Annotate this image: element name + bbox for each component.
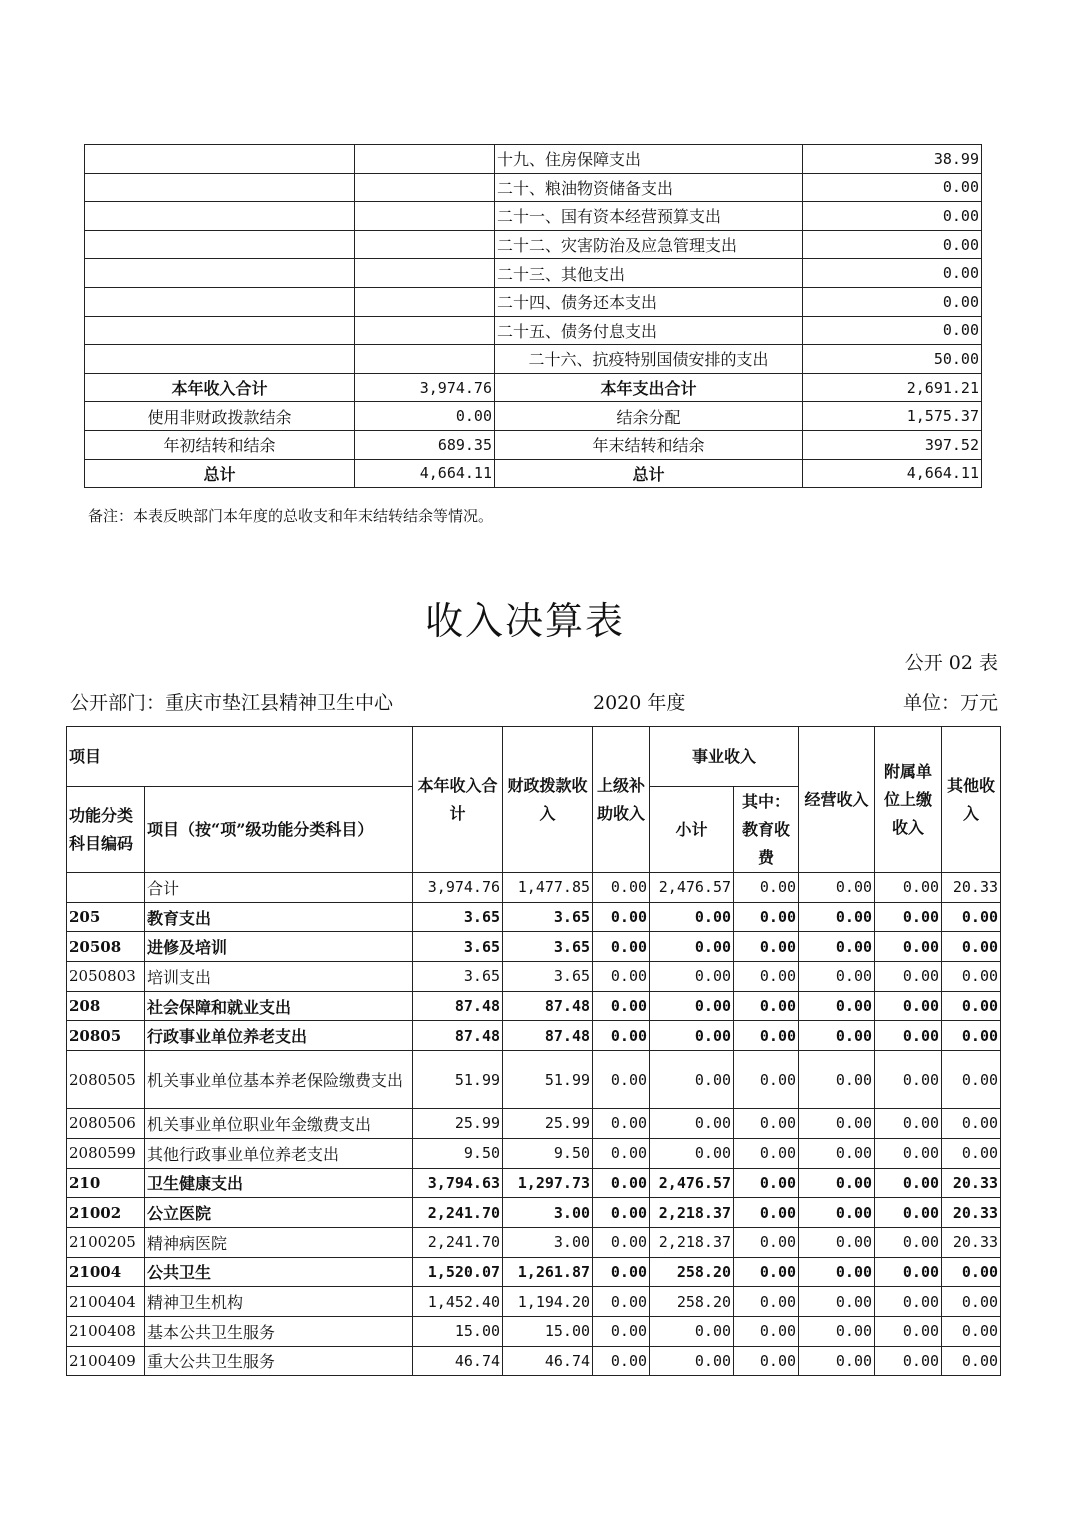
summary-row — [85, 345, 982, 374]
empty-cell — [355, 259, 495, 288]
row-value: 0.00 — [799, 962, 875, 992]
table-row — [67, 991, 1001, 1021]
header-project: 项目 — [67, 727, 413, 787]
empty-cell — [85, 287, 355, 316]
row-value: 1,477.85 — [503, 873, 593, 903]
expense-summary-value: 4,664.11 — [803, 459, 982, 488]
row-value: 0.00 — [799, 1021, 875, 1051]
empty-cell — [85, 316, 355, 345]
row-value: 0.00 — [875, 1021, 942, 1051]
row-code: 210 — [67, 1168, 145, 1198]
row-value: 3.65 — [413, 962, 503, 992]
row-name: 机关事业单位基本养老保险缴费支出 — [145, 1051, 413, 1109]
row-value: 0.00 — [942, 1109, 1001, 1139]
row-value: 0.00 — [799, 1051, 875, 1109]
row-value: 0.00 — [650, 1051, 734, 1109]
row-value: 0.00 — [734, 1051, 799, 1109]
summary-row — [85, 230, 982, 259]
header-operating: 经营收入 — [799, 727, 875, 873]
row-value: 2,241.70 — [413, 1227, 503, 1257]
row-value: 0.00 — [875, 1227, 942, 1257]
summary-row — [85, 145, 982, 174]
row-value: 0.00 — [799, 1168, 875, 1198]
row-code: 2100404 — [67, 1287, 145, 1317]
row-value: 2,476.57 — [650, 1168, 734, 1198]
row-code: 20508 — [67, 932, 145, 962]
row-value: 25.99 — [413, 1109, 503, 1139]
expense-value: 0.00 — [803, 202, 982, 231]
row-value: 25.99 — [503, 1109, 593, 1139]
row-value: 46.74 — [503, 1346, 593, 1376]
expense-value: 0.00 — [803, 316, 982, 345]
row-value: 0.00 — [593, 1138, 650, 1168]
row-code: 2080506 — [67, 1109, 145, 1139]
income-summary-label: 年初结转和结余 — [85, 430, 355, 459]
row-value: 20.33 — [942, 1168, 1001, 1198]
row-value: 1,297.73 — [503, 1168, 593, 1198]
expense-value: 38.99 — [803, 145, 982, 174]
row-code: 2100409 — [67, 1346, 145, 1376]
row-value: 0.00 — [875, 1287, 942, 1317]
row-code: 2100205 — [67, 1227, 145, 1257]
row-value: 0.00 — [942, 1138, 1001, 1168]
row-value: 258.20 — [650, 1287, 734, 1317]
year-label: 2020 年度 — [593, 692, 686, 714]
row-value: 0.00 — [593, 873, 650, 903]
row-value: 2,218.37 — [650, 1198, 734, 1228]
income-table-body — [67, 873, 1001, 1376]
row-value: 0.00 — [593, 991, 650, 1021]
expense-value: 0.00 — [803, 173, 982, 202]
row-code — [67, 873, 145, 903]
income-summary-value: 0.00 — [355, 402, 495, 431]
row-code: 2100408 — [67, 1316, 145, 1346]
row-value: 0.00 — [799, 1138, 875, 1168]
empty-cell — [355, 345, 495, 374]
expense-summary-value: 1,575.37 — [803, 402, 982, 431]
row-name: 重大公共卫生服务 — [145, 1346, 413, 1376]
expense-label: 二十六、抗疫特别国债安排的支出 — [495, 345, 803, 374]
row-value: 20.33 — [942, 1198, 1001, 1228]
row-value: 0.00 — [593, 1227, 650, 1257]
table-row — [67, 962, 1001, 992]
row-value: 3.65 — [413, 902, 503, 932]
expense-value: 0.00 — [803, 230, 982, 259]
row-value: 0.00 — [593, 962, 650, 992]
row-value: 0.00 — [799, 873, 875, 903]
row-value: 1,194.20 — [503, 1287, 593, 1317]
empty-cell — [355, 173, 495, 202]
row-name: 合计 — [145, 873, 413, 903]
row-value: 0.00 — [799, 1227, 875, 1257]
row-value: 0.00 — [799, 902, 875, 932]
row-value: 15.00 — [413, 1316, 503, 1346]
summary-row — [85, 259, 982, 288]
row-value: 1,452.40 — [413, 1287, 503, 1317]
row-value: 20.33 — [942, 873, 1001, 903]
row-value: 0.00 — [875, 1198, 942, 1228]
table-note: 备注：本表反映部门本年度的总收支和年末结转结余等情况。 — [88, 507, 494, 525]
income-summary-value: 3,974.76 — [355, 373, 495, 402]
row-value: 0.00 — [799, 991, 875, 1021]
row-value: 0.00 — [799, 1257, 875, 1287]
row-name: 培训支出 — [145, 962, 413, 992]
row-name: 精神卫生机构 — [145, 1287, 413, 1317]
table-row — [67, 1051, 1001, 1109]
row-value: 0.00 — [650, 902, 734, 932]
summary-row — [85, 373, 982, 402]
row-value: 0.00 — [799, 1287, 875, 1317]
row-name: 基本公共卫生服务 — [145, 1316, 413, 1346]
row-value: 0.00 — [942, 932, 1001, 962]
row-value: 87.48 — [503, 991, 593, 1021]
row-value: 0.00 — [942, 962, 1001, 992]
header-code: 功能分类科目编码 — [67, 787, 145, 873]
income-table-header — [67, 727, 1001, 873]
expense-label: 二十三、其他支出 — [495, 259, 803, 288]
row-value: 0.00 — [593, 1021, 650, 1051]
table-row — [67, 902, 1001, 932]
table-row — [67, 1316, 1001, 1346]
header-edu-fee: 其中：教育收费 — [734, 787, 799, 873]
row-value: 3,794.63 — [413, 1168, 503, 1198]
row-value: 0.00 — [650, 1021, 734, 1051]
summary-table — [84, 144, 982, 488]
income-table — [66, 726, 1001, 1376]
row-value: 0.00 — [593, 1109, 650, 1139]
row-value: 0.00 — [593, 1198, 650, 1228]
table-row — [67, 1346, 1001, 1376]
summary-row — [85, 173, 982, 202]
row-value: 0.00 — [734, 1227, 799, 1257]
row-code: 21002 — [67, 1198, 145, 1228]
row-value: 0.00 — [650, 962, 734, 992]
row-value: 0.00 — [875, 1257, 942, 1287]
row-name: 公共卫生 — [145, 1257, 413, 1287]
row-value: 46.74 — [413, 1346, 503, 1376]
header-superior: 上级补助收入 — [593, 727, 650, 873]
row-value: 0.00 — [799, 1198, 875, 1228]
row-name: 社会保障和就业支出 — [145, 991, 413, 1021]
row-value: 0.00 — [593, 1051, 650, 1109]
row-value: 87.48 — [413, 1021, 503, 1051]
row-value: 2,241.70 — [413, 1198, 503, 1228]
expense-summary-value: 397.52 — [803, 430, 982, 459]
row-value: 0.00 — [799, 1346, 875, 1376]
expense-label: 二十四、债务还本支出 — [495, 287, 803, 316]
expense-label: 二十一、国有资本经营预算支出 — [495, 202, 803, 231]
row-value: 0.00 — [593, 1168, 650, 1198]
row-value: 3.65 — [503, 932, 593, 962]
page-title: 收入决算表 — [424, 599, 625, 643]
row-value: 0.00 — [593, 1287, 650, 1317]
summary-table-body — [85, 145, 982, 488]
summary-row — [85, 459, 982, 488]
row-value: 51.99 — [503, 1051, 593, 1109]
row-value: 9.50 — [413, 1138, 503, 1168]
summary-row — [85, 430, 982, 459]
row-value: 0.00 — [942, 902, 1001, 932]
row-value: 0.00 — [875, 873, 942, 903]
row-value: 0.00 — [942, 1346, 1001, 1376]
row-code: 20805 — [67, 1021, 145, 1051]
row-value: 1,520.07 — [413, 1257, 503, 1287]
row-value: 3.65 — [503, 902, 593, 932]
row-value: 0.00 — [799, 1316, 875, 1346]
row-value: 3.00 — [503, 1227, 593, 1257]
row-value: 0.00 — [875, 1138, 942, 1168]
row-value: 51.99 — [413, 1051, 503, 1109]
table-row — [67, 1227, 1001, 1257]
row-value: 0.00 — [734, 932, 799, 962]
empty-cell — [355, 316, 495, 345]
row-value: 0.00 — [875, 902, 942, 932]
row-code: 208 — [67, 991, 145, 1021]
expense-label: 十九、住房保障支出 — [495, 145, 803, 174]
row-code: 2080599 — [67, 1138, 145, 1168]
row-value: 0.00 — [734, 1138, 799, 1168]
empty-cell — [355, 287, 495, 316]
row-value: 2,218.37 — [650, 1227, 734, 1257]
row-value: 0.00 — [650, 932, 734, 962]
income-summary-value: 689.35 — [355, 430, 495, 459]
header-other: 其他收入 — [942, 727, 1001, 873]
row-value: 0.00 — [650, 1138, 734, 1168]
row-code: 2080505 — [67, 1051, 145, 1109]
table-row — [67, 932, 1001, 962]
empty-cell — [85, 230, 355, 259]
income-summary-label: 使用非财政拨款结余 — [85, 402, 355, 431]
row-name: 教育支出 — [145, 902, 413, 932]
expense-label: 二十五、债务付息支出 — [495, 316, 803, 345]
row-value: 0.00 — [799, 1109, 875, 1139]
row-value: 0.00 — [942, 1316, 1001, 1346]
row-value: 0.00 — [942, 1287, 1001, 1317]
table-row — [67, 1168, 1001, 1198]
row-name: 行政事业单位养老支出 — [145, 1021, 413, 1051]
row-value: 0.00 — [593, 1346, 650, 1376]
row-value: 0.00 — [734, 902, 799, 932]
table-row — [67, 1287, 1001, 1317]
row-value: 1,261.87 — [503, 1257, 593, 1287]
table-row — [67, 873, 1001, 903]
row-value: 0.00 — [734, 962, 799, 992]
row-name: 其他行政事业单位养老支出 — [145, 1138, 413, 1168]
row-value: 258.20 — [650, 1257, 734, 1287]
row-value: 0.00 — [875, 1346, 942, 1376]
empty-cell — [355, 145, 495, 174]
row-value: 0.00 — [593, 1316, 650, 1346]
summary-row — [85, 202, 982, 231]
income-summary-label: 本年收入合计 — [85, 373, 355, 402]
row-value: 0.00 — [650, 991, 734, 1021]
row-name: 精神病医院 — [145, 1227, 413, 1257]
row-value: 3.65 — [413, 932, 503, 962]
header-name: 项目（按“项”级功能分类科目） — [145, 787, 413, 873]
table-number: 公开 02 表 — [904, 652, 998, 674]
row-value: 0.00 — [650, 1346, 734, 1376]
row-name: 机关事业单位职业年金缴费支出 — [145, 1109, 413, 1139]
row-value: 87.48 — [413, 991, 503, 1021]
row-value: 0.00 — [734, 1198, 799, 1228]
expense-value: 50.00 — [803, 345, 982, 374]
row-value: 0.00 — [799, 932, 875, 962]
row-code: 21004 — [67, 1257, 145, 1287]
expense-summary-label: 结余分配 — [495, 402, 803, 431]
empty-cell — [355, 202, 495, 231]
expense-label: 二十二、灾害防治及应急管理支出 — [495, 230, 803, 259]
expense-value: 0.00 — [803, 259, 982, 288]
row-code: 2050803 — [67, 962, 145, 992]
table-row — [67, 1198, 1001, 1228]
expense-summary-label: 总计 — [495, 459, 803, 488]
row-value: 2,476.57 — [650, 873, 734, 903]
row-name: 进修及培训 — [145, 932, 413, 962]
row-name: 公立医院 — [145, 1198, 413, 1228]
empty-cell — [85, 145, 355, 174]
row-value: 3,974.76 — [413, 873, 503, 903]
row-value: 0.00 — [875, 991, 942, 1021]
summary-row — [85, 316, 982, 345]
row-value: 0.00 — [734, 1109, 799, 1139]
expense-summary-label: 本年支出合计 — [495, 373, 803, 402]
row-value: 0.00 — [734, 1257, 799, 1287]
income-summary-value: 4,664.11 — [355, 459, 495, 488]
row-value: 0.00 — [942, 991, 1001, 1021]
row-value: 0.00 — [942, 1021, 1001, 1051]
row-value: 15.00 — [503, 1316, 593, 1346]
expense-value: 0.00 — [803, 287, 982, 316]
header-subtotal: 小计 — [650, 787, 734, 873]
row-value: 0.00 — [593, 1257, 650, 1287]
expense-label: 二十、粮油物资储备支出 — [495, 173, 803, 202]
expense-summary-label: 年末结转和结余 — [495, 430, 803, 459]
row-value: 0.00 — [734, 1168, 799, 1198]
header-affiliated: 附属单位上缴收入 — [875, 727, 942, 873]
table-row — [67, 1138, 1001, 1168]
row-value: 0.00 — [593, 932, 650, 962]
unit-label: 单位：万元 — [902, 692, 998, 714]
empty-cell — [355, 230, 495, 259]
summary-row — [85, 287, 982, 316]
row-value: 0.00 — [650, 1109, 734, 1139]
row-value: 3.65 — [503, 962, 593, 992]
row-name: 卫生健康支出 — [145, 1168, 413, 1198]
row-value: 0.00 — [875, 1051, 942, 1109]
row-value: 9.50 — [503, 1138, 593, 1168]
row-value: 0.00 — [875, 962, 942, 992]
row-value: 0.00 — [875, 932, 942, 962]
empty-cell — [85, 173, 355, 202]
row-value: 0.00 — [875, 1168, 942, 1198]
row-value: 3.00 — [503, 1198, 593, 1228]
income-summary-label: 总计 — [85, 459, 355, 488]
expense-summary-value: 2,691.21 — [803, 373, 982, 402]
row-value: 0.00 — [875, 1109, 942, 1139]
row-value: 0.00 — [734, 1287, 799, 1317]
row-value: 0.00 — [942, 1257, 1001, 1287]
department-label: 公开部门：重庆市垫江县精神卫生中心 — [70, 692, 394, 714]
row-value: 0.00 — [734, 1021, 799, 1051]
row-value: 0.00 — [650, 1316, 734, 1346]
row-value: 0.00 — [734, 873, 799, 903]
empty-cell — [85, 259, 355, 288]
row-value: 20.33 — [942, 1227, 1001, 1257]
table-row — [67, 1109, 1001, 1139]
table-row — [67, 1021, 1001, 1051]
table-row — [67, 1257, 1001, 1287]
header-total: 本年收入合计 — [413, 727, 503, 873]
row-value: 0.00 — [734, 991, 799, 1021]
row-code: 205 — [67, 902, 145, 932]
row-value: 0.00 — [942, 1051, 1001, 1109]
row-value: 0.00 — [734, 1316, 799, 1346]
empty-cell — [85, 202, 355, 231]
row-value: 0.00 — [734, 1346, 799, 1376]
header-business: 事业收入 — [650, 727, 799, 787]
empty-cell — [85, 345, 355, 374]
summary-row — [85, 402, 982, 431]
row-value: 0.00 — [593, 902, 650, 932]
row-value: 87.48 — [503, 1021, 593, 1051]
header-fiscal: 财政拨款收入 — [503, 727, 593, 873]
row-value: 0.00 — [875, 1316, 942, 1346]
